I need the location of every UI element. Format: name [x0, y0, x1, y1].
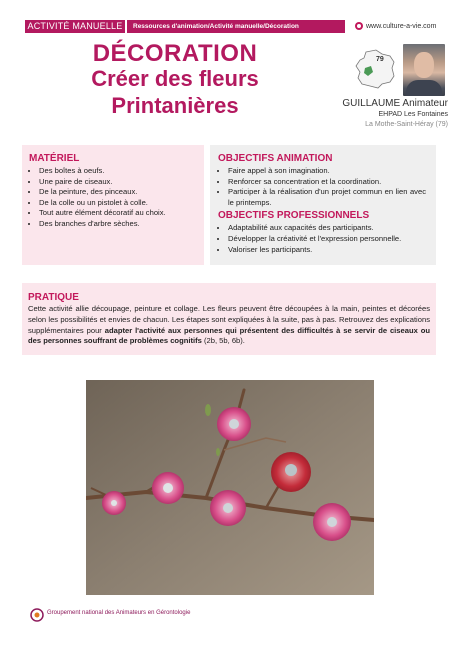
- list-item: • Des branches d'arbre sèches.: [39, 219, 196, 230]
- pratique-text-bold: adapter l'activité aux personnes qui présentent des difficultés à se servir de ciseaux ou des personnes souffrant de problèmes cognitifs: [28, 325, 431, 346]
- pratique-box: [22, 283, 436, 355]
- list-item: • De la colle ou un pistolet à colle.: [39, 198, 196, 209]
- author-photo: [403, 44, 445, 96]
- site-url[interactable]: www.culture-a-vie.com: [366, 22, 437, 30]
- list-item: • Valoriser les participants.: [228, 245, 426, 256]
- header-bar: [25, 20, 345, 33]
- pratique-title: PRATIQUE: [28, 292, 79, 303]
- objectifs-professionnels-title: OBJECTIFS PROFESSIONNELS: [218, 210, 370, 222]
- site-link[interactable]: [355, 22, 436, 30]
- list-item: • Développer la créativité et l'expression personnelle.: [228, 234, 426, 245]
- objectifs-animation-list: [218, 166, 426, 208]
- flower: [102, 491, 126, 515]
- flower: [152, 472, 184, 504]
- list-item: • Une paire de ciseaux.: [39, 177, 196, 188]
- page-subtitle-line1: Créer des fleurs: [91, 66, 259, 91]
- footer-text: Groupement national des Animateurs en Gérontologie: [47, 610, 191, 616]
- pratique-text-part1: Cette activité allie découpage, peinture et collage. Les fleurs peuvent être découpées à la main, peintes et décorées selon les possibilités et envies de chacun. Les étapes sont expliquées à la suite, pas à pas. Retrouvez des explications supplémentaires pour: [28, 304, 430, 335]
- author-name: GUILLAUME Animateur: [342, 98, 448, 109]
- flower: [271, 452, 311, 492]
- objectifs-animation-title: OBJECTIFS ANIMATION: [218, 153, 333, 164]
- list-item: • Faire appel à son imagination.: [228, 166, 426, 177]
- france-map-icon: [352, 48, 398, 90]
- objectifs-box: [210, 145, 436, 265]
- page-subtitle-line2: Printanières: [111, 93, 239, 118]
- flowers-photo: [86, 380, 374, 595]
- list-item: • Tout autre élément décoratif au choix.: [39, 208, 196, 219]
- author-place: EHPAD Les Fontaines: [378, 111, 448, 118]
- globe-icon: [355, 22, 363, 30]
- pratique-text: [28, 304, 430, 347]
- author-face: [414, 52, 434, 78]
- author-town: La Mothe-Saint-Héray (79): [365, 121, 448, 128]
- agag-logo-icon: [30, 608, 44, 622]
- materiel-box: [22, 145, 204, 265]
- category-label: ACTIVITÉ MANUELLE: [25, 20, 125, 33]
- materiel-list: [29, 166, 196, 230]
- list-item: • De la peinture, des pinceaux.: [39, 187, 196, 198]
- breadcrumb[interactable]: Ressources d'animation/Activité manuelle/Décoration: [127, 20, 345, 33]
- flower: [313, 503, 351, 541]
- materiel-title: MATÉRIEL: [29, 153, 80, 164]
- dept-number: 79: [376, 56, 384, 63]
- pratique-text-part2: (2b, 5b, 6b).: [201, 336, 245, 346]
- objectifs-professionnels-list: [218, 223, 426, 255]
- list-item: • Participer à la réalisation d'un projet commun en lien avec le printemps.: [228, 187, 426, 208]
- list-item: • Renforcer sa concentration et la coordination.: [228, 177, 426, 188]
- list-item: • Des boîtes à oeufs.: [39, 166, 196, 177]
- list-item: • Adaptabilité aux capacités des participants.: [228, 223, 426, 234]
- flower: [217, 407, 251, 441]
- author-shoulders: [406, 80, 442, 96]
- page-title: DÉCORATION: [92, 40, 258, 67]
- flower: [210, 490, 246, 526]
